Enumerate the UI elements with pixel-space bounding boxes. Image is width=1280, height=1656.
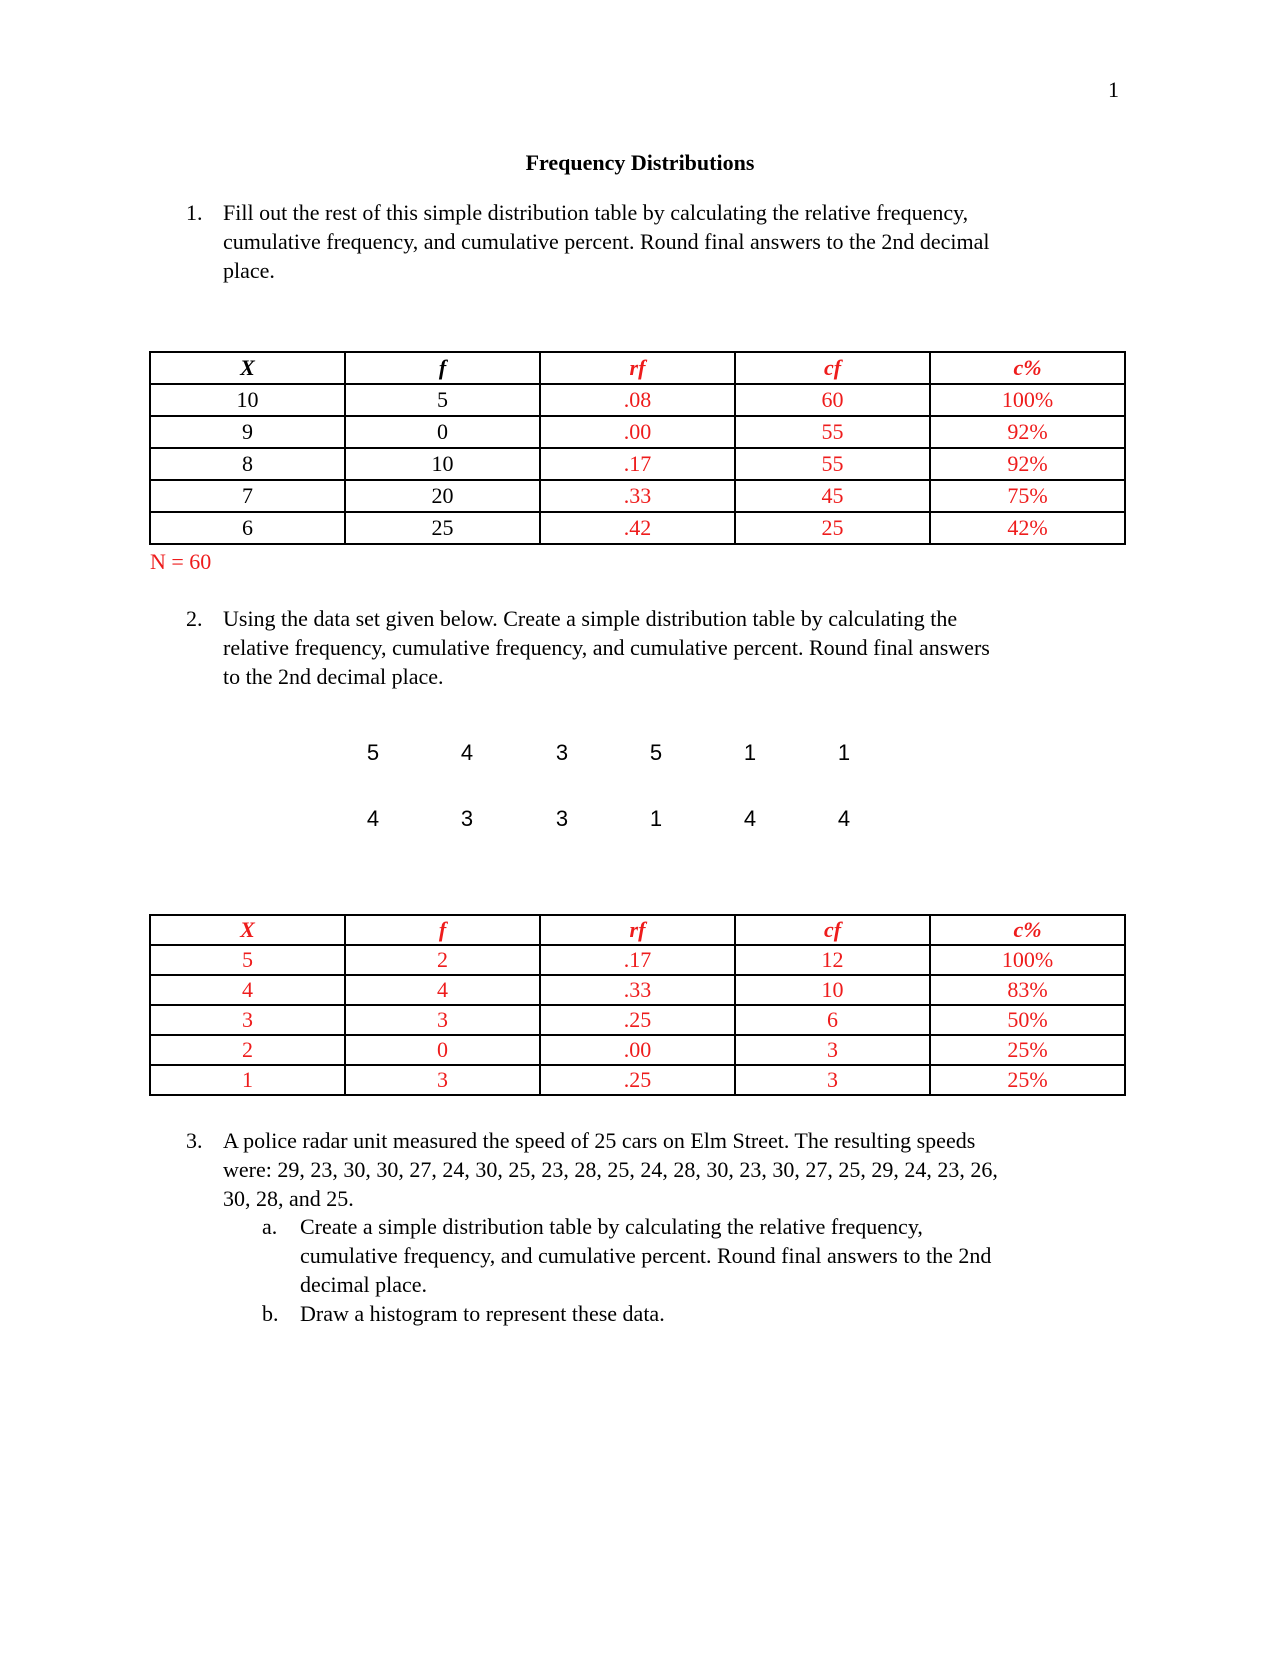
data-value: 3 (555, 740, 569, 765)
header-cf: cf (735, 352, 930, 384)
cell-f: 5 (345, 384, 540, 416)
question-3-line: were: 29, 23, 30, 30, 27, 24, 30, 25, 23, 28, 25, 24, 28, 30, 23, 30, 27, 25, 29, 24, 23, 26, (223, 1157, 998, 1182)
cell-f: 3 (345, 1005, 540, 1035)
table-row (150, 945, 1125, 975)
cell-x: 3 (150, 1005, 345, 1035)
cell-cf: 25 (735, 512, 930, 544)
cell-rf: .17 (540, 945, 735, 975)
table-header-row (150, 352, 1125, 384)
data-value: 1 (837, 740, 851, 765)
cell-cf: 10 (735, 975, 930, 1005)
cell-c-percent: 83% (930, 975, 1125, 1005)
question-2-text (223, 604, 990, 691)
question-2-line: Using the data set given below. Create a simple distribution table by calculating the (223, 606, 958, 631)
header-f: f (345, 352, 540, 384)
table-row (150, 448, 1125, 480)
data-value: 3 (555, 806, 569, 831)
n-total-label: N = 60 (150, 549, 212, 574)
part-b-label: b. (262, 1301, 279, 1326)
cell-f: 2 (345, 945, 540, 975)
cell-x: 7 (150, 480, 345, 512)
cell-x: 6 (150, 512, 345, 544)
cell-f: 10 (345, 448, 540, 480)
cell-cf: 6 (735, 1005, 930, 1035)
question-1-line: cumulative frequency, and cumulative percent. Round final answers to the 2nd decimal (223, 229, 990, 254)
question-1-line: Fill out the rest of this simple distribution table by calculating the relative frequency, (223, 200, 969, 225)
cell-rf: .25 (540, 1005, 735, 1035)
data-value: 5 (366, 740, 380, 765)
header-c-percent: c% (930, 352, 1125, 384)
table-row (150, 1005, 1125, 1035)
header-x: X (150, 915, 345, 945)
data-value: 3 (460, 806, 474, 831)
question-3 (186, 1126, 1256, 1216)
cell-cf: 12 (735, 945, 930, 975)
cell-f: 3 (345, 1065, 540, 1095)
question-2-line: relative frequency, cumulative frequency, and cumulative percent. Round final answers (223, 635, 990, 660)
cell-x: 5 (150, 945, 345, 975)
header-x: X (150, 352, 345, 384)
data-value: 4 (460, 740, 474, 765)
cell-c-percent: 42% (930, 512, 1125, 544)
part-a-line: Create a simple distribution table by calculating the relative frequency, (300, 1214, 923, 1239)
cell-x: 8 (150, 448, 345, 480)
table-row (150, 416, 1125, 448)
q2-distribution-table (149, 914, 1126, 1096)
header-c-percent: c% (930, 915, 1125, 945)
data-value: 1 (649, 806, 663, 831)
cell-rf: .08 (540, 384, 735, 416)
cell-c-percent: 100% (930, 945, 1125, 975)
cell-rf: .25 (540, 1065, 735, 1095)
table-row (150, 1035, 1125, 1065)
cell-c-percent: 50% (930, 1005, 1125, 1035)
data-value: 4 (366, 806, 380, 831)
question-2-number: 2. (186, 606, 203, 631)
cell-x: 10 (150, 384, 345, 416)
cell-rf: .00 (540, 1035, 735, 1065)
q1-distribution-table (149, 351, 1126, 545)
header-cf: cf (735, 915, 930, 945)
cell-f: 0 (345, 1035, 540, 1065)
part-a-line: decimal place. (300, 1272, 428, 1297)
part-b-text: Draw a histogram to represent these data. (300, 1301, 665, 1326)
question-3-number: 3. (186, 1128, 203, 1153)
cell-f: 0 (345, 416, 540, 448)
data-value: 5 (649, 740, 663, 765)
data-value: 1 (743, 740, 757, 765)
header-f: f (345, 915, 540, 945)
page-title: Frequency Distributions (525, 150, 755, 175)
cell-cf: 55 (735, 416, 930, 448)
table-row (150, 975, 1125, 1005)
cell-f: 4 (345, 975, 540, 1005)
table-row (150, 512, 1125, 544)
cell-cf: 3 (735, 1065, 930, 1095)
header-rf: rf (540, 915, 735, 945)
table-row (150, 384, 1125, 416)
cell-x: 1 (150, 1065, 345, 1095)
part-a-line: cumulative frequency, and cumulative percent. Round final answers to the 2nd (300, 1243, 992, 1268)
question-1-number: 1. (186, 200, 203, 225)
table-row (150, 480, 1125, 512)
table-row (150, 1065, 1125, 1095)
cell-rf: .33 (540, 975, 735, 1005)
question-3-line: A police radar unit measured the speed of 25 cars on Elm Street. The resulting speeds (223, 1128, 976, 1153)
cell-cf: 3 (735, 1035, 930, 1065)
table-header-row (150, 915, 1125, 945)
header-rf: rf (540, 352, 735, 384)
cell-rf: .17 (540, 448, 735, 480)
data-value: 4 (743, 806, 757, 831)
part-a-text (300, 1212, 991, 1299)
question-2 (186, 604, 1246, 694)
question-3-text (223, 1126, 998, 1213)
part-a-label: a. (262, 1214, 278, 1239)
cell-c-percent: 100% (930, 384, 1125, 416)
cell-c-percent: 75% (930, 480, 1125, 512)
question-3-line: 30, 28, and 25. (223, 1186, 354, 1211)
cell-x: 9 (150, 416, 345, 448)
cell-c-percent: 92% (930, 416, 1125, 448)
cell-rf: .00 (540, 416, 735, 448)
question-1-line: place. (223, 258, 275, 283)
cell-c-percent: 92% (930, 448, 1125, 480)
cell-f: 25 (345, 512, 540, 544)
cell-rf: .33 (540, 480, 735, 512)
question-3-part-b (262, 1299, 1262, 1329)
page-number: 1 (1108, 77, 1119, 102)
cell-cf: 45 (735, 480, 930, 512)
question-1-text (223, 198, 989, 285)
cell-f: 20 (345, 480, 540, 512)
cell-cf: 55 (735, 448, 930, 480)
data-value: 4 (837, 806, 851, 831)
cell-c-percent: 25% (930, 1035, 1125, 1065)
question-2-line: to the 2nd decimal place. (223, 664, 444, 689)
cell-rf: .42 (540, 512, 735, 544)
question-3-part-a (262, 1212, 1262, 1302)
cell-c-percent: 25% (930, 1065, 1125, 1095)
cell-x: 4 (150, 975, 345, 1005)
cell-cf: 60 (735, 384, 930, 416)
question-1 (186, 198, 1246, 288)
cell-x: 2 (150, 1035, 345, 1065)
